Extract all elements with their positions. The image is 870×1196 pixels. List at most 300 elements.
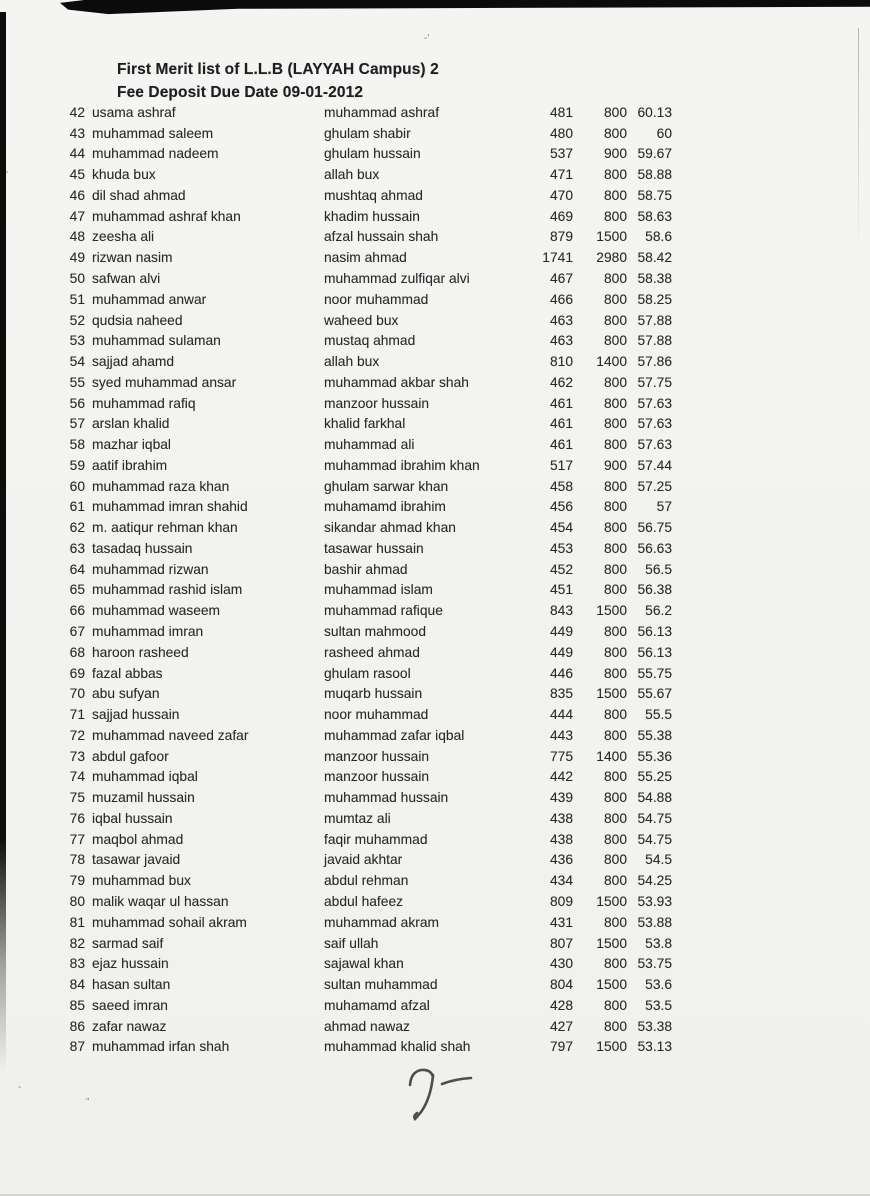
merit-row	[0, 767, 870, 788]
percentage-cell: 57.63	[637, 437, 672, 453]
father-name-cell: muhammad ashraf	[324, 104, 440, 120]
student-name-cell: safwan alvi	[92, 271, 161, 286]
student-name-cell: muhammad sohail akram	[92, 914, 247, 930]
merit-row	[0, 185, 870, 206]
merit-row	[0, 850, 870, 871]
obtained-marks-cell: 469	[549, 208, 573, 224]
student-name-cell: muhammad ashraf khan	[92, 208, 241, 224]
serial-cell: 77	[69, 831, 85, 847]
student-name-cell: muhammad naveed zafar	[92, 727, 249, 743]
merit-row	[0, 393, 870, 414]
obtained-marks-cell: 444	[549, 707, 573, 723]
obtained-marks-cell: 430	[549, 956, 573, 972]
obtained-marks-cell: 449	[549, 644, 573, 660]
obtained-marks-cell: 804	[549, 977, 573, 993]
total-marks-cell: 800	[603, 644, 627, 660]
obtained-marks-cell: 466	[549, 291, 573, 307]
percentage-cell: 56.5	[645, 561, 672, 577]
merit-row	[0, 642, 870, 663]
merit-row	[0, 787, 870, 808]
merit-row	[0, 870, 870, 891]
student-name-cell: muhammad nadeem	[92, 146, 219, 162]
total-marks-cell: 1500	[596, 1039, 627, 1055]
merit-row	[0, 891, 870, 912]
total-marks-cell: 1500	[596, 686, 627, 702]
fee-deposit-due-date: Fee Deposit Due Date 09-01-2012	[117, 84, 364, 101]
total-marks-cell: 1500	[596, 935, 627, 951]
serial-cell: 74	[69, 769, 85, 785]
obtained-marks-cell: 428	[549, 997, 573, 1013]
merit-row	[0, 517, 870, 538]
father-name-cell: nasim ahmad	[324, 250, 407, 266]
merit-row	[0, 683, 870, 704]
student-name-cell: rizwan nasim	[92, 250, 173, 266]
father-name-cell: noor muhammad	[324, 291, 429, 307]
merit-row	[0, 538, 870, 559]
percentage-cell: 55.38	[637, 727, 672, 743]
serial-cell: 44	[69, 146, 85, 162]
total-marks-cell: 800	[603, 271, 627, 286]
percentage-cell: 57.86	[637, 354, 672, 370]
percentage-cell: 57.88	[637, 333, 672, 349]
father-name-cell: mumtaz ali	[324, 810, 391, 826]
father-name-cell: allah bux	[324, 167, 380, 183]
percentage-cell: 56.13	[637, 624, 672, 640]
student-name-cell: muhammad sulaman	[92, 333, 221, 349]
father-name-cell: muhammad ibrahim khan	[324, 457, 480, 473]
merit-row	[0, 310, 870, 331]
merit-row	[0, 144, 870, 165]
student-name-cell: muhammad irfan shah	[92, 1039, 230, 1055]
merit-row	[0, 663, 870, 684]
merit-row	[0, 289, 870, 310]
merit-row	[0, 559, 870, 580]
student-name-cell: iqbal hussain	[92, 810, 173, 826]
merit-row	[0, 829, 870, 850]
total-marks-cell: 800	[603, 873, 627, 889]
obtained-marks-cell: 438	[549, 810, 573, 826]
student-name-cell: abu sufyan	[92, 686, 160, 702]
percentage-cell: 55.25	[637, 769, 672, 785]
father-name-cell: saif ullah	[324, 935, 379, 951]
merit-row	[0, 497, 870, 518]
student-name-cell: sajjad hussain	[92, 707, 180, 723]
student-name-cell: muhammad waseem	[92, 603, 221, 619]
percentage-cell: 57.63	[637, 416, 672, 432]
percentage-cell: 58.42	[637, 250, 672, 266]
student-name-cell: muhammad rafiq	[92, 395, 196, 411]
total-marks-cell: 800	[603, 914, 627, 930]
father-name-cell: ghulam rasool	[324, 665, 411, 681]
serial-cell: 64	[69, 561, 85, 577]
obtained-marks-cell: 461	[549, 395, 573, 411]
total-marks-cell: 800	[603, 790, 627, 806]
merit-row	[0, 268, 870, 289]
serial-cell: 60	[69, 478, 85, 494]
student-name-cell: sajjad ahamd	[92, 354, 175, 370]
student-name-cell: muhammad saleem	[92, 125, 214, 141]
student-name-cell: muhammad anwar	[92, 291, 207, 307]
student-name-cell: muzamil hussain	[92, 790, 195, 806]
obtained-marks-cell: 439	[549, 790, 573, 806]
obtained-marks-cell: 453	[549, 540, 573, 556]
total-marks-cell: 800	[603, 104, 627, 120]
serial-cell: 53	[69, 333, 85, 349]
obtained-marks-cell: 879	[549, 229, 573, 245]
total-marks-cell: 800	[603, 125, 627, 141]
student-name-cell: hasan sultan	[92, 977, 171, 993]
total-marks-cell: 900	[603, 146, 627, 162]
merit-row	[0, 247, 870, 268]
serial-cell: 62	[69, 520, 85, 536]
student-name-cell: m. aatiqur rehman khan	[92, 520, 238, 536]
father-name-cell: muhammad akram	[324, 914, 440, 930]
percentage-cell: 57.25	[637, 478, 672, 494]
obtained-marks-cell: 463	[549, 333, 573, 349]
father-name-cell: manzoor hussain	[324, 769, 430, 785]
father-name-cell: muhamamd ibrahim	[324, 499, 446, 515]
merit-row	[0, 1016, 870, 1037]
percentage-cell: 54.25	[637, 873, 672, 889]
serial-cell: 42	[69, 104, 85, 120]
total-marks-cell: 800	[603, 810, 627, 826]
father-name-cell: allah bux	[324, 354, 380, 370]
student-name-cell: khuda bux	[92, 167, 156, 183]
merit-row	[0, 933, 870, 954]
obtained-marks-cell: 467	[549, 271, 573, 286]
student-name-cell: arslan khalid	[92, 416, 170, 432]
merit-row	[0, 413, 870, 434]
father-name-cell: sultan muhammad	[324, 977, 438, 993]
student-name-cell: mazhar iqbal	[92, 437, 171, 453]
total-marks-cell: 800	[603, 540, 627, 556]
obtained-marks-cell: 452	[549, 561, 573, 577]
obtained-marks-cell: 463	[549, 312, 573, 328]
obtained-marks-cell: 427	[549, 1018, 573, 1034]
percentage-cell: 53.5	[645, 997, 672, 1013]
obtained-marks-cell: 449	[549, 624, 573, 640]
total-marks-cell: 2980	[596, 250, 627, 266]
percentage-cell: 57	[656, 499, 672, 515]
scan-speck: '	[6, 170, 8, 181]
father-name-cell: ghulam hussain	[324, 146, 421, 162]
father-name-cell: javaid akhtar	[324, 852, 403, 868]
percentage-cell: 55.67	[637, 686, 672, 702]
percentage-cell: 53.8	[645, 935, 672, 951]
serial-cell: 61	[69, 499, 85, 515]
obtained-marks-cell: 431	[549, 914, 573, 930]
obtained-marks-cell: 461	[549, 437, 573, 453]
percentage-cell: 53.6	[645, 977, 672, 993]
obtained-marks-cell: 775	[549, 748, 573, 764]
total-marks-cell: 1400	[596, 748, 627, 764]
total-marks-cell: 800	[603, 416, 627, 432]
serial-cell: 84	[69, 977, 85, 993]
father-name-cell: muhammad hussain	[324, 790, 449, 806]
total-marks-cell: 800	[603, 374, 627, 390]
serial-cell: 66	[69, 603, 85, 619]
serial-cell: 82	[69, 935, 85, 951]
serial-cell: 45	[69, 167, 85, 183]
percentage-cell: 58.6	[645, 229, 672, 245]
serial-cell: 69	[69, 665, 85, 681]
father-name-cell: muhammad islam	[324, 582, 433, 598]
scan-speck: -	[18, 1082, 22, 1093]
father-name-cell: ghulam sarwar khan	[324, 478, 449, 494]
father-name-cell: khalid farkhal	[324, 416, 406, 432]
percentage-cell: 56.13	[637, 644, 672, 660]
percentage-cell: 57.88	[637, 312, 672, 328]
obtained-marks-cell: 462	[549, 374, 573, 390]
student-name-cell: ejaz hussain	[92, 956, 169, 972]
serial-cell: 63	[69, 540, 85, 556]
father-name-cell: manzoor hussain	[324, 395, 430, 411]
scan-speck: „	[86, 1091, 90, 1102]
father-name-cell: sikandar ahmad khan	[324, 520, 456, 536]
total-marks-cell: 800	[603, 956, 627, 972]
merit-row	[0, 704, 870, 725]
total-marks-cell: 800	[603, 727, 627, 743]
merit-row	[0, 102, 870, 123]
merit-row	[0, 351, 870, 372]
student-name-cell: muhammad raza khan	[92, 478, 230, 494]
total-marks-cell: 800	[603, 769, 627, 785]
serial-cell: 68	[69, 644, 85, 660]
obtained-marks-cell: 454	[549, 520, 573, 536]
total-marks-cell: 800	[603, 1018, 627, 1034]
percentage-cell: 53.13	[637, 1039, 672, 1055]
serial-cell: 57	[69, 416, 85, 432]
student-name-cell: abdul gafoor	[92, 748, 169, 764]
father-name-cell: muqarb hussain	[324, 686, 423, 702]
merit-row	[0, 995, 870, 1016]
student-name-cell: qudsia naheed	[92, 312, 183, 328]
father-name-cell: muhammad zafar iqbal	[324, 727, 465, 743]
obtained-marks-cell: 517	[549, 457, 573, 473]
student-name-cell: haroon rasheed	[92, 644, 189, 660]
student-name-cell: muhammad imran shahid	[92, 499, 248, 515]
father-name-cell: afzal hussain shah	[324, 229, 439, 245]
student-name-cell: maqbol ahmad	[92, 831, 184, 847]
serial-cell: 51	[69, 291, 85, 307]
student-name-cell: muhammad bux	[92, 873, 191, 889]
student-name-cell: tasawar javaid	[92, 852, 181, 868]
obtained-marks-cell: 1741	[542, 250, 573, 266]
student-name-cell: muhammad rashid islam	[92, 582, 243, 598]
merit-row	[0, 123, 870, 144]
obtained-marks-cell: 843	[549, 603, 573, 619]
percentage-cell: 57.44	[637, 457, 672, 473]
father-name-cell: muhammad khalid shah	[324, 1039, 471, 1055]
father-name-cell: khadim hussain	[324, 208, 420, 224]
merit-row	[0, 580, 870, 601]
student-name-cell: muhammad iqbal	[92, 769, 198, 785]
student-name-cell: syed muhammad ansar	[92, 374, 237, 390]
father-name-cell: mushtaq ahmad	[324, 187, 423, 203]
serial-cell: 72	[69, 727, 85, 743]
percentage-cell: 53.93	[637, 893, 672, 909]
total-marks-cell: 800	[603, 997, 627, 1013]
father-name-cell: muhammad zulfiqar alvi	[324, 271, 470, 286]
obtained-marks-cell: 434	[549, 873, 573, 889]
total-marks-cell: 800	[603, 582, 627, 598]
total-marks-cell: 800	[603, 831, 627, 847]
serial-cell: 79	[69, 873, 85, 889]
merit-row	[0, 1036, 870, 1057]
percentage-cell: 54.75	[637, 831, 672, 847]
student-name-cell: aatif ibrahim	[92, 457, 168, 473]
serial-cell: 81	[69, 914, 85, 930]
merit-row	[0, 164, 870, 185]
obtained-marks-cell: 446	[549, 665, 573, 681]
percentage-cell: 56.38	[637, 582, 672, 598]
total-marks-cell: 800	[603, 167, 627, 183]
serial-cell: 43	[69, 125, 85, 141]
father-name-cell: ghulam shabir	[324, 125, 411, 141]
father-name-cell: abdul hafeez	[324, 893, 404, 909]
merit-row	[0, 227, 870, 248]
total-marks-cell: 800	[603, 187, 627, 203]
obtained-marks-cell: 481	[549, 104, 573, 120]
serial-cell: 73	[69, 748, 85, 764]
obtained-marks-cell: 438	[549, 831, 573, 847]
merit-row	[0, 476, 870, 497]
father-name-cell: manzoor hussain	[324, 748, 430, 764]
total-marks-cell: 800	[603, 333, 627, 349]
father-name-cell: bashir ahmad	[324, 561, 408, 577]
serial-cell: 58	[69, 437, 85, 453]
serial-cell: 80	[69, 893, 85, 909]
total-marks-cell: 1500	[596, 229, 627, 245]
serial-cell: 85	[69, 997, 85, 1013]
total-marks-cell: 800	[603, 499, 627, 515]
obtained-marks-cell: 797	[549, 1039, 573, 1055]
serial-cell: 71	[69, 707, 85, 723]
student-name-cell: muhammad imran	[92, 624, 204, 640]
percentage-cell: 58.88	[637, 167, 672, 183]
father-name-cell: faqir muhammad	[324, 831, 428, 847]
percentage-cell: 53.38	[637, 1018, 672, 1034]
scan-edge-top-artifact	[60, 0, 870, 16]
percentage-cell: 54.5	[645, 852, 672, 868]
obtained-marks-cell: 443	[549, 727, 573, 743]
student-name-cell: usama ashraf	[92, 104, 176, 120]
percentage-cell: 59.67	[637, 146, 672, 162]
serial-cell: 87	[69, 1039, 85, 1055]
percentage-cell: 53.88	[637, 914, 672, 930]
father-name-cell: muhammad rafique	[324, 603, 443, 619]
father-name-cell: ahmad nawaz	[324, 1018, 410, 1034]
father-name-cell: abdul rehman	[324, 873, 409, 889]
percentage-cell: 58.63	[637, 208, 672, 224]
student-name-cell: sarmad saif	[92, 935, 164, 951]
student-name-cell: saeed imran	[92, 997, 168, 1013]
total-marks-cell: 800	[603, 624, 627, 640]
percentage-cell: 55.5	[645, 707, 672, 723]
percentage-cell: 56.75	[637, 520, 672, 536]
father-name-cell: mustaq ahmad	[324, 333, 416, 349]
merit-row	[0, 206, 870, 227]
merit-row	[0, 372, 870, 393]
percentage-cell: 60.13	[637, 104, 672, 120]
serial-cell: 56	[69, 395, 85, 411]
father-name-cell: tasawar hussain	[324, 540, 424, 556]
percentage-cell: 56.63	[637, 540, 672, 556]
total-marks-cell: 800	[603, 520, 627, 536]
merit-row	[0, 953, 870, 974]
father-name-cell: noor muhammad	[324, 707, 429, 723]
serial-cell: 67	[69, 624, 85, 640]
total-marks-cell: 800	[603, 291, 627, 307]
percentage-cell: 57.63	[637, 395, 672, 411]
student-name-cell: dil shad ahmad	[92, 187, 186, 203]
percentage-cell: 58.38	[637, 271, 672, 286]
father-name-cell: sultan mahmood	[324, 624, 427, 640]
student-name-cell: zafar nawaz	[92, 1018, 167, 1034]
father-name-cell: muhamamd afzal	[324, 997, 430, 1013]
obtained-marks-cell: 456	[549, 499, 573, 515]
father-name-cell: rasheed ahmad	[324, 644, 420, 660]
total-marks-cell: 800	[603, 561, 627, 577]
student-name-cell: muhammad rizwan	[92, 561, 209, 577]
merit-row	[0, 746, 870, 767]
merit-row	[0, 725, 870, 746]
percentage-cell: 58.75	[637, 187, 672, 203]
father-name-cell: sajawal khan	[324, 956, 404, 972]
percentage-cell: 54.75	[637, 810, 672, 826]
obtained-marks-cell: 537	[549, 146, 573, 162]
total-marks-cell: 800	[603, 395, 627, 411]
merit-row	[0, 912, 870, 933]
total-marks-cell: 800	[603, 665, 627, 681]
student-name-cell: malik waqar ul hassan	[92, 893, 229, 909]
total-marks-cell: 800	[603, 208, 627, 224]
serial-cell: 70	[69, 686, 85, 702]
total-marks-cell: 1500	[596, 603, 627, 619]
obtained-marks-cell: 480	[549, 125, 573, 141]
serial-cell: 86	[69, 1018, 85, 1034]
student-name-cell: fazal abbas	[92, 665, 163, 681]
merit-list-table	[0, 102, 870, 1057]
percentage-cell: 56.2	[645, 603, 672, 619]
percentage-cell: 53.75	[637, 956, 672, 972]
serial-cell: 65	[69, 582, 85, 598]
obtained-marks-cell: 451	[549, 582, 573, 598]
serial-cell: 48	[69, 229, 85, 245]
serial-cell: 49	[69, 250, 85, 266]
total-marks-cell: 800	[603, 312, 627, 328]
serial-cell: 83	[69, 956, 85, 972]
obtained-marks-cell: 809	[549, 893, 573, 909]
serial-cell: 52	[69, 312, 85, 328]
obtained-marks-cell: 436	[549, 852, 573, 868]
obtained-marks-cell: 461	[549, 416, 573, 432]
serial-cell: 46	[69, 187, 85, 203]
serial-cell: 55	[69, 374, 85, 390]
scan-speck: -'	[424, 33, 430, 44]
merit-row	[0, 808, 870, 829]
serial-cell: 78	[69, 852, 85, 868]
obtained-marks-cell: 442	[549, 769, 573, 785]
merit-row	[0, 455, 870, 476]
document-title: First Merit list of L.L.B (LAYYAH Campus) 2	[117, 61, 439, 78]
serial-cell: 76	[69, 810, 85, 826]
student-name-cell: tasadaq hussain	[92, 540, 193, 556]
percentage-cell: 55.36	[637, 748, 672, 764]
father-name-cell: muhammad akbar shah	[324, 374, 469, 390]
serial-cell: 75	[69, 790, 85, 806]
obtained-marks-cell: 807	[549, 935, 573, 951]
